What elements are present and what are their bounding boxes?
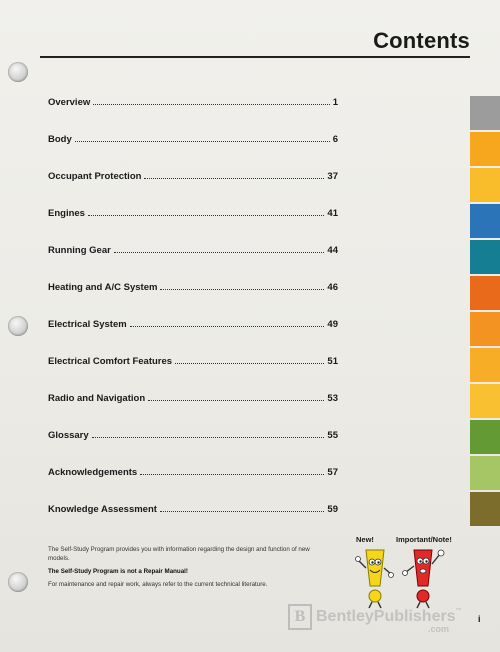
toc-leader-dots	[93, 104, 329, 105]
section-tab[interactable]	[470, 276, 500, 310]
section-tab[interactable]	[470, 312, 500, 346]
page-number: i	[478, 614, 481, 624]
toc-leader-dots	[88, 215, 324, 216]
toc-entry-label: Electrical System	[48, 319, 127, 330]
title-rule	[40, 56, 470, 58]
legend-important-label: Important/Note!	[396, 535, 452, 544]
section-tab[interactable]	[470, 384, 500, 418]
toc-leader-dots	[160, 289, 324, 290]
toc-entry-glossary[interactable]	[48, 427, 338, 441]
section-tab[interactable]	[470, 132, 500, 166]
toc-entry-label: Occupant Protection	[48, 171, 142, 182]
footnote-intro: The Self-Study Program provides you with information regarding the design and function of new models.	[48, 546, 310, 562]
toc-entry-knowledge-assessment[interactable]	[48, 501, 338, 515]
toc-entry-label: Overview	[48, 97, 91, 108]
toc-entry-label: Acknowledgements	[48, 467, 138, 478]
toc-entry-page: 1	[332, 97, 338, 108]
toc-entry-label: Radio and Navigation	[48, 393, 146, 404]
toc-leader-dots	[92, 437, 325, 438]
section-tab[interactable]	[470, 240, 500, 274]
toc-entry-acknowledgements[interactable]	[48, 464, 338, 478]
toc-entry-occupant-protection[interactable]	[48, 168, 338, 182]
toc-entry-page: 51	[327, 356, 338, 367]
toc-entry-heating-ac-system[interactable]	[48, 279, 338, 293]
binder-hole	[8, 62, 28, 82]
toc-entry-body[interactable]	[48, 131, 338, 145]
toc-leader-dots	[144, 178, 324, 179]
toc-entry-page: 59	[327, 504, 338, 515]
toc-entry-engines[interactable]	[48, 205, 338, 219]
binder-hole	[8, 316, 28, 336]
section-tab[interactable]	[470, 348, 500, 382]
toc-entry-running-gear[interactable]	[48, 242, 338, 256]
section-tab[interactable]	[470, 492, 500, 526]
toc-entry-page: 44	[327, 245, 338, 256]
footnote	[48, 545, 318, 593]
toc-entry-page: 46	[327, 282, 338, 293]
toc-entry-label: Glossary	[48, 430, 89, 441]
publisher-name-text: BentleyPublishers	[316, 608, 456, 625]
toc-entry-label: Engines	[48, 208, 85, 219]
toc-entry-electrical-system[interactable]	[48, 316, 338, 330]
section-tab[interactable]	[470, 420, 500, 454]
toc-entry-page: 53	[327, 393, 338, 404]
page-title: Contents	[373, 28, 470, 53]
footnote-warning: The Self-Study Program is not a Repair Manual!	[48, 568, 188, 575]
toc-entry-label: Heating and A/C System	[48, 282, 158, 293]
toc-entry-label: Electrical Comfort Features	[48, 356, 173, 367]
binder-hole	[8, 572, 28, 592]
section-tab[interactable]	[470, 204, 500, 238]
toc-entry-page: 57	[327, 467, 338, 478]
important-exclamation-mascot-icon	[400, 546, 446, 610]
toc-entry-overview[interactable]	[48, 94, 338, 108]
toc-leader-dots	[114, 252, 325, 253]
section-tab[interactable]	[470, 168, 500, 202]
footnote-reference: For maintenance and repair work, always refer to the current technical literature.	[48, 581, 268, 588]
publisher-domain: .com	[428, 624, 450, 634]
toc-entry-label: Body	[48, 134, 72, 145]
new-exclamation-mascot-icon	[354, 546, 394, 610]
toc-entry-page: 37	[327, 171, 338, 182]
toc-entry-radio-and-navigation[interactable]	[48, 390, 338, 404]
toc-entry-label: Knowledge Assessment	[48, 504, 157, 515]
section-tab[interactable]	[470, 96, 500, 130]
toc-entry-label: Running Gear	[48, 245, 111, 256]
toc-leader-dots	[75, 141, 330, 142]
toc-entry-page: 41	[327, 208, 338, 219]
toc-leader-dots	[140, 474, 324, 475]
toc-entry-page: 49	[327, 319, 338, 330]
toc-entry-electrical-comfort-features[interactable]	[48, 353, 338, 367]
toc-leader-dots	[160, 511, 324, 512]
toc-leader-dots	[175, 363, 324, 364]
toc-entry-page: 6	[332, 134, 338, 145]
section-tab[interactable]	[470, 456, 500, 490]
toc-entry-page: 55	[327, 430, 338, 441]
toc-leader-dots	[148, 400, 324, 401]
publisher-logo-mark: B	[288, 604, 312, 630]
toc-leader-dots	[130, 326, 325, 327]
legend-new-label: New!	[356, 535, 374, 544]
publisher-trademark: ™	[455, 608, 462, 614]
